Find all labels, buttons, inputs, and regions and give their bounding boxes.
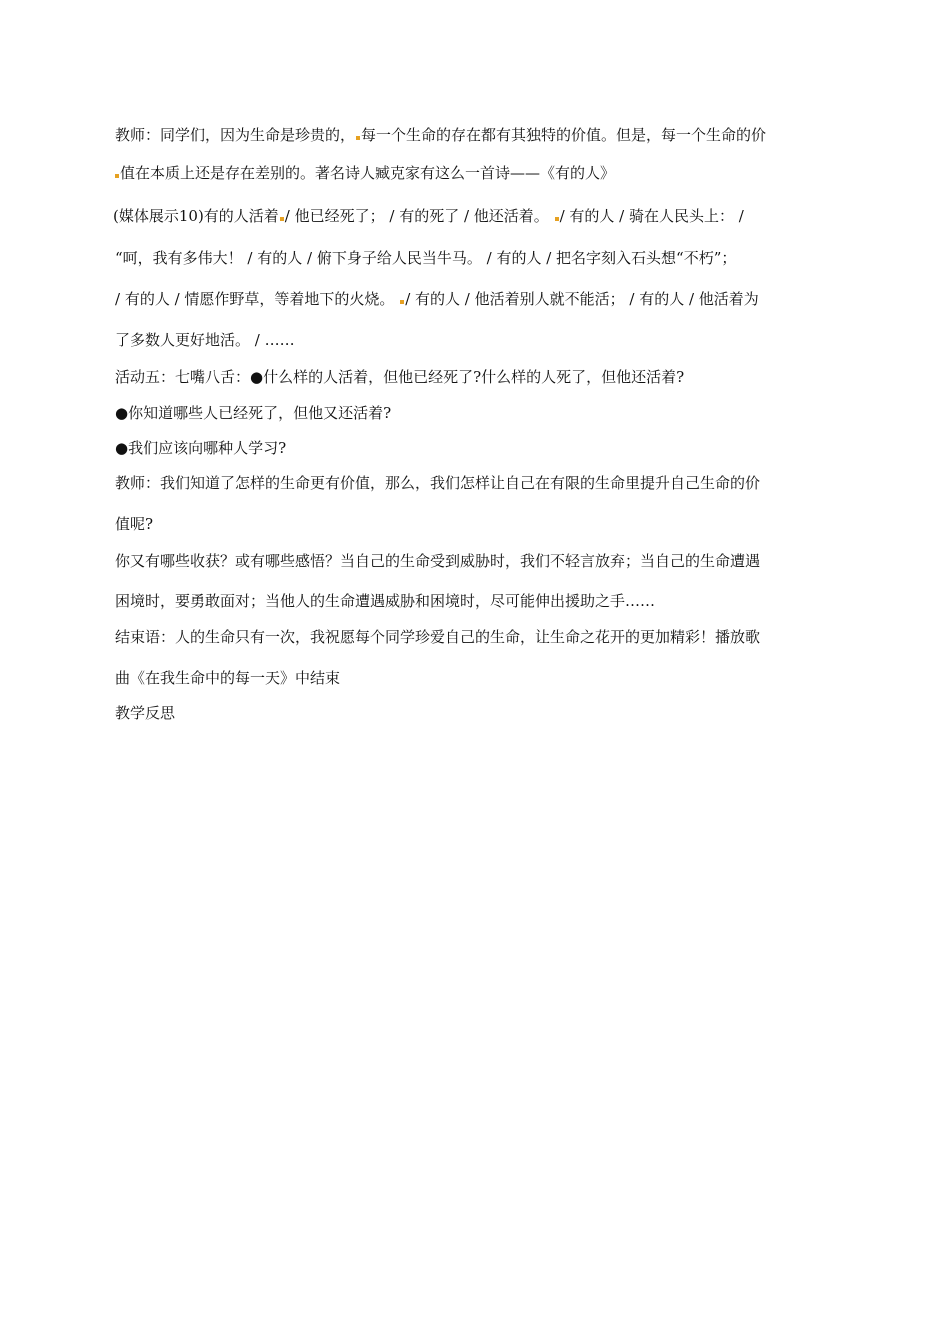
text-segment: ●你知道哪些人已经死了，但他又还活着? [115, 404, 392, 422]
paragraph-line [115, 366, 684, 387]
paragraph-line [115, 550, 760, 571]
text-segment: / 他已经死了； / 有的死了 / 他还活着。 [284, 207, 554, 225]
paragraph-line [115, 513, 153, 534]
text-segment: “呵，我有多伟大！ / 有的人 / 俯下身子给人民当牛马。 / 有的人 / 把名字刻入石头想“不朽”； [115, 249, 737, 267]
text-segment: / 有的人 / 情愿作野草，等着地下的火烧。 [115, 290, 400, 308]
text-segment: 活动五：七嘴八舌：●什么样的人活着，但他已经死了?什么样的人死了，但他还活着? [115, 368, 685, 386]
highlight-mark [115, 174, 119, 178]
text-segment: 你又有哪些收获？或有哪些感悟？当自己的生命受到威胁时，我们不轻言放弃；当自己的生命遭遇 [115, 552, 761, 570]
section-heading [115, 702, 175, 723]
text-segment: 曲《在我生命中的每一天》中结束 [115, 669, 341, 687]
highlight-mark [400, 300, 404, 304]
text-segment: / 有的人 / 他活着别人就不能活； / 有的人 / 他活着为 [405, 290, 759, 308]
text-segment: 教师：我们知道了怎样的生命更有价值，那么，我们怎样让自己在有限的生命里提升自己生命的价 [115, 474, 761, 492]
highlight-mark [280, 217, 284, 221]
paragraph-line [115, 626, 760, 647]
text-segment: 困境时，要勇敢面对；当他人的生命遭遇威胁和困境时，尽可能伸出援助之手…… [115, 592, 656, 610]
highlight-mark [356, 136, 360, 140]
text-segment: 每一个生命的存在都有其独特的价值。但是，每一个生命的价 [361, 126, 767, 144]
paragraph-line [115, 329, 295, 350]
text-segment: 了多数人更好地活。 / …… [115, 331, 295, 349]
paragraph-line [115, 162, 615, 183]
paragraph-line [115, 288, 759, 309]
text-segment: 值呢? [115, 515, 154, 533]
text-segment: 教师：同学们，因为生命是珍贵的， [115, 126, 356, 144]
highlight-mark [555, 217, 559, 221]
text-segment: / 有的人 / 骑在人民头上： / [559, 207, 744, 225]
text-segment: ●我们应该向哪种人学习? [115, 439, 287, 457]
text-segment: 结束语：人的生命只有一次，我祝愿每个同学珍爱自己的生命，让生命之花开的更加精彩！播放歌 [115, 628, 761, 646]
text-segment: (媒体展示10)有的人活着 [113, 207, 279, 225]
paragraph-line [115, 590, 655, 611]
paragraph-line [115, 124, 766, 145]
text-segment: 值在本质上还是存在差别的。著名诗人臧克家有这么一首诗——《有的人》 [120, 164, 616, 182]
text-segment: 教学反思 [115, 704, 176, 722]
paragraph-line [115, 667, 340, 688]
paragraph-line [115, 402, 391, 423]
paragraph-line [115, 437, 286, 458]
paragraph-line [115, 247, 736, 268]
paragraph-line [115, 472, 760, 493]
paragraph-line [113, 205, 744, 226]
